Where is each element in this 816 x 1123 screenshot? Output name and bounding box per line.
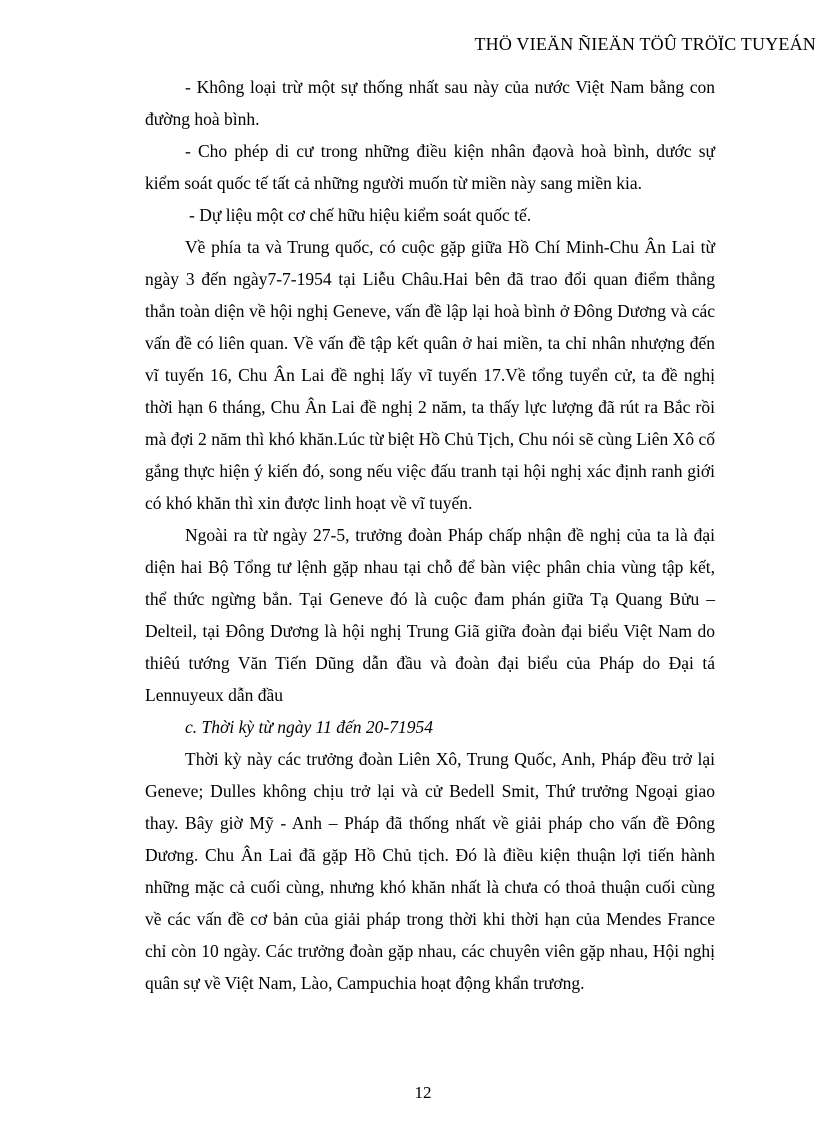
page-number: 12 [414, 1083, 432, 1102]
paragraph-bullet-control: - Dự liệu một cơ chế hữu hiệu kiểm soát quốc tế. [189, 205, 532, 225]
paragraph-ho-chou-meeting: Về phía ta và Trung quốc, có cuộc gặp giữa Hồ Chí Minh-Chu Ân Lai từ ngày 3 đến ngày7-7-1954 tại Liễu Châu.Hai bên đã trao đổi quan điểm thẳng thắn toàn diện về hội nghị Geneve, vấn đề lập lại hoà bình ở Đông Dương và các vấn đề có liên quan. Về vấn đề tập kết quân ở hai miền, ta chỉ nhân nhượng đến vĩ tuyến 16, Chu Ân Lai đề nghị lấy vĩ tuyến 17.Về tổng tuyển cử, ta đề nghị thời hạn 6 tháng, Chu Ân Lai đề nghị 2 năm, ta thấy lực lượng đã rút ra Bắc rồi mà đợi 2 năm thì khó khăn.Lúc từ biệt Hồ Chủ Tịch, Chu nói sẽ cùng Liên Xô cố gắng thực hiện ý kiến đó, song nếu việc đấu tranh tại hội nghị xác định ranh giới có khó khăn thì xin được linh hoạt về vĩ tuyến. [145, 237, 715, 513]
paragraph-bullet-reunification: - Không loại trừ một sự thống nhất sau này của nước Việt Nam bằng con đường hoà bình. [145, 77, 715, 129]
running-header: THÖ VIEÄN ÑIEÄN TÖÛ TRÖÏC TUYEÁN [474, 34, 816, 54]
paragraph-bullet-migration: - Cho phép di cư trong những điều kiện nhân đạovà hoà bình, dước sự kiểm soát quốc tế tất cả những người muốn từ miền này sang miền kia. [145, 141, 715, 193]
page-body [145, 71, 715, 999]
section-heading: c. Thời kỳ từ ngày 11 đến 20-71954 [185, 717, 433, 737]
paragraph-military-talks: Ngoài ra từ ngày 27-5, trưởng đoàn Pháp chấp nhận đề nghị của ta là đại diện hai Bộ Tổng tư lệnh gặp nhau tại chỗ để bàn việc phân chia vùng tập kết, thể thức ngừng bắn. Tại Geneve đó là cuộc đam phán giữa Tạ Quang Bửu – Delteil, tại Đông Dương là hội nghị Trung Giã giữa đoàn đại biểu Việt Nam do thiêú tướng Văn Tiến Dũng dẫn đầu và đoàn đại biểu của Pháp do Đại tá Lennuyeux dẫn đầu [145, 525, 715, 705]
paragraph-final-phase: Thời kỳ này các trưởng đoàn Liên Xô, Trung Quốc, Anh, Pháp đều trở lại Geneve; Dulles không chịu trở lại và cử Bedell Smit, Thứ trưởng Ngoại giao thay. Bây giờ Mỹ - Anh – Pháp đã thống nhất về giải pháp cho vấn đề Đông Dương. Chu Ân Lai đã gặp Hồ Chủ tịch. Đó là điều kiện thuận lợi tiến hành những mặc cả cuối cùng, nhưng khó khăn nhất là chưa có thoả thuận cuối cùng về các vấn đề cơ bản của giải pháp trong thời khi thời hạn của Mendes France chỉ còn 10 ngày. Các trưởng đoàn gặp nhau, các chuyên viên gặp nhau, Hội nghị quân sự về Việt Nam, Lào, Campuchia hoạt động khẩn trương. [145, 749, 715, 993]
